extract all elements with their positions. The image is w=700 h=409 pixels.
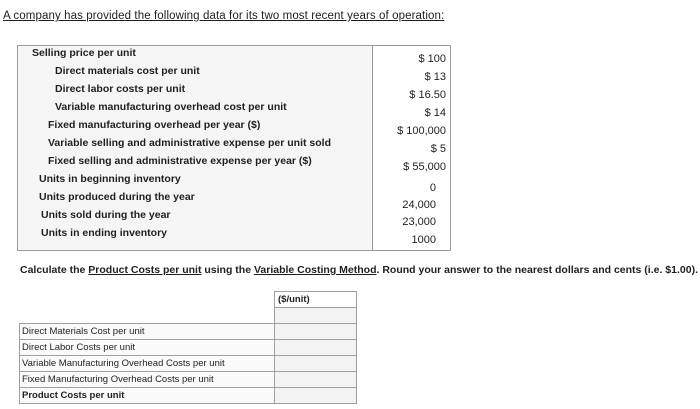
direct-labor-input[interactable] [275,340,357,356]
variable-costing-link[interactable]: Variable Costing Method [253,264,377,276]
row-label-variable-selling-admin: Variable selling and administrative expense per unit sold [48,137,332,149]
data-table [17,45,451,251]
row-label-direct-materials: Direct materials cost per unit [55,65,200,77]
direct-materials-input[interactable] [275,324,357,340]
product-costs-input[interactable] [275,388,357,404]
question-part1: Calculate the [20,264,89,276]
table-row [20,340,357,356]
row-label-units-produced: Units produced during the year [39,191,195,203]
product-costs-label: Product Costs per unit [20,388,275,404]
variable-mfg-overhead-label: Variable Manufacturing Overhead Costs per unit [20,356,275,372]
table-row [20,324,357,340]
row-value-direct-materials: $ 13 [424,71,446,83]
header-blank-cell [20,292,275,308]
direct-materials-label: Direct Materials Cost per unit [20,324,275,340]
row-label-ending-inventory: Units in ending inventory [41,227,168,239]
row-value-units-sold: 23,000 [402,216,436,228]
fixed-mfg-overhead-label: Fixed Manufacturing Overhead Costs per unit [20,372,275,388]
row-label-fixed-mfg-overhead: Fixed manufacturing overhead per year ($) [48,119,261,131]
variable-mfg-overhead-input[interactable] [275,356,357,372]
product-costs-table [19,291,357,404]
question-part3: . Round your answer to the nearest dollars and cents (i.e. $1.00). [376,264,698,276]
intro-text: A company has provided the following data for its two most recent years of operation: [3,10,445,22]
row-value-fixed-selling-admin: $ 55,000 [403,161,446,173]
row-value-variable-mfg-overhead: $ 14 [424,107,446,119]
row-label-variable-mfg-overhead: Variable manufacturing overhead cost per unit [55,101,287,113]
table-row [20,356,357,372]
row-label-units-sold: Units sold during the year [41,209,171,221]
row-value-beginning-inventory: 0 [429,182,436,194]
table-spacer-row [20,308,357,324]
table-row [20,372,357,388]
row-label-direct-labor: Direct labor costs per unit [55,83,186,95]
row-value-fixed-mfg-overhead: $ 100,000 [397,125,446,137]
question-text [20,264,698,276]
spacer-cell [275,308,357,324]
table-row [20,388,357,404]
row-value-selling-price: $ 100 [418,53,446,65]
row-value-ending-inventory: 1000 [411,234,436,246]
row-label-fixed-selling-admin: Fixed selling and administrative expense per year ($) [48,155,312,167]
fixed-mfg-overhead-input[interactable] [275,372,357,388]
row-value-direct-labor: $ 16.50 [409,89,446,101]
direct-labor-label: Direct Labor Costs per unit [20,340,275,356]
column-divider [372,46,373,250]
product-costs-link[interactable]: Product Costs per unit [88,264,202,276]
question-part2: using the [201,264,254,276]
table-header-row [20,292,357,308]
row-value-units-produced: 24,000 [402,199,436,211]
row-label-selling-price: Selling price per unit [32,47,136,59]
unit-column-header: ($/unit) [275,292,357,308]
row-value-variable-selling-admin: $ 5 [430,143,446,155]
row-label-beginning-inventory: Units in beginning inventory [39,173,181,185]
